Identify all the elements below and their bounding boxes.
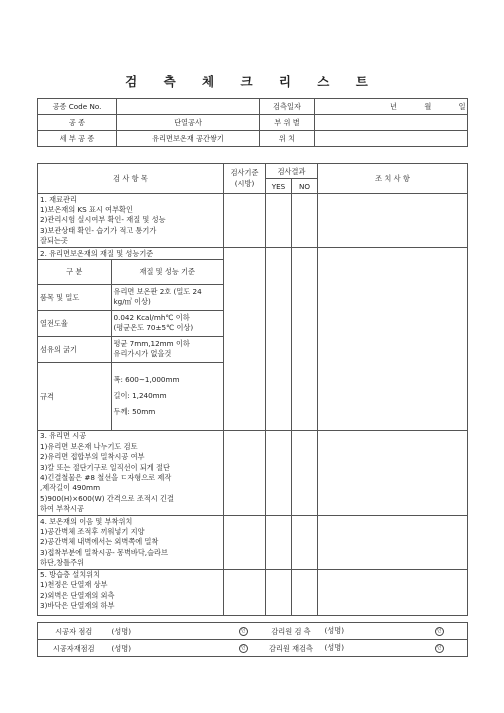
no-cell[interactable] (292, 516, 318, 570)
action-cell[interactable] (318, 248, 468, 431)
spec-value (111, 362, 223, 430)
standard-header-sub: (시방) (234, 178, 255, 188)
no-cell[interactable] (292, 248, 318, 431)
no-header: NO (292, 179, 318, 194)
section-4-text (38, 516, 224, 570)
section-3-text (38, 431, 224, 516)
signer-role: 시공자재점검 (38, 640, 110, 657)
detail-type-label: 세 부 공 종 (38, 131, 117, 147)
supervisor-role: 감리원 검 측 (260, 623, 323, 640)
header-table (37, 98, 468, 147)
header-row (38, 99, 468, 115)
spec-line: 폭: 600~1,000mm (113, 375, 180, 385)
standard-cell[interactable] (224, 248, 266, 431)
action-cell[interactable] (318, 431, 468, 516)
seal-icon: 인 (435, 644, 444, 653)
no-cell[interactable] (292, 194, 318, 248)
work-type-value[interactable]: 단열공사 (117, 115, 260, 131)
spec-row (38, 362, 223, 430)
section-row-2 (38, 248, 468, 431)
yes-cell[interactable] (266, 570, 292, 616)
location-value[interactable] (315, 131, 468, 147)
date-label: 검측일자 (260, 99, 315, 115)
signer-role: 시공자 점검 (38, 623, 110, 640)
section-line: 3. 유리면 시공 (40, 431, 87, 441)
column-header-row (38, 164, 468, 179)
section-5-text (38, 570, 224, 616)
standard-cell[interactable] (224, 431, 266, 516)
section-line: 3)접착부분에 밀착시공- 몽벽바닥,슬라브 (40, 547, 168, 557)
spec-line: 길이: 1,240mm (113, 391, 167, 401)
spec-row (38, 336, 223, 362)
no-cell[interactable] (292, 431, 318, 516)
section-line: ,제작길이 490mm (40, 483, 101, 493)
spec-line: 평균 7mm,12mm 이하 (113, 338, 190, 348)
section-line: 5)900(H)×600(W) 간격으로 조적시 긴결 (40, 493, 174, 503)
seal-icon: 인 (239, 627, 248, 636)
part-value[interactable] (315, 115, 468, 131)
year-label: 년 (390, 102, 397, 111)
action-cell[interactable] (318, 570, 468, 616)
spec-value (111, 336, 223, 362)
day-label: 일 (458, 102, 466, 111)
supervisor-role: 감리원 재검측 (260, 640, 323, 657)
section-line: 1)보온재의 KS 표시 여부확인 (40, 204, 133, 214)
signature-row (38, 640, 468, 657)
standard-cell[interactable] (224, 516, 266, 570)
supervisor-name: (성명) (324, 643, 344, 653)
section-line: 1)공간벽체 조적후 끼워넣기 지양 (40, 526, 145, 536)
section-row-1 (38, 194, 468, 248)
supervisor-sign-cell[interactable] (323, 640, 468, 657)
section-1-text (38, 194, 224, 248)
supervisor-sign-cell[interactable] (323, 623, 468, 640)
action-cell[interactable] (318, 516, 468, 570)
standard-cell[interactable] (224, 570, 266, 616)
section-line: 하단,창틀주위 (40, 558, 84, 568)
no-cell[interactable] (292, 570, 318, 616)
section-line: 잘되는곳 (40, 236, 68, 246)
yes-cell[interactable] (266, 248, 292, 431)
section-line: 2)유리면 접합부의 밀착시공 여부 (40, 452, 145, 462)
yes-cell[interactable] (266, 194, 292, 248)
signature-table (37, 622, 468, 657)
spec-label: 열전도율 (38, 310, 111, 336)
section-row-3 (38, 431, 468, 516)
action-cell[interactable] (318, 194, 468, 248)
page-title: 검 측 체 크 리 스 트 (125, 74, 379, 89)
spec-label: 섬유의 굵기 (38, 336, 111, 362)
section-2-heading: 2. 유리면보온재의 재질 및 성능기준 (38, 248, 223, 260)
seal-icon: 인 (435, 627, 444, 636)
spec-value (111, 284, 223, 310)
seal-cell (182, 623, 260, 640)
spec-row (38, 284, 223, 310)
code-label: 공종 Code No. (38, 99, 117, 115)
spec-std-header: 재질 및 성능 기준 (111, 260, 223, 284)
spec-line: kg/㎥ 이상) (113, 297, 151, 306)
section-line: 2)외벽은 단열재의 외측 (40, 590, 115, 600)
spec-label: 품목 및 밀도 (38, 284, 111, 310)
part-label: 부 위 별 (260, 115, 315, 131)
supervisor-name: (성명) (324, 626, 344, 636)
spec-label: 규격 (38, 362, 111, 430)
spec-line: 0.042 Kcal/mh℃ 이하 (113, 312, 190, 322)
standard-header (224, 164, 266, 194)
spec-value (111, 310, 223, 336)
spec-line: 유리가시가 없을것 (113, 349, 172, 358)
yes-cell[interactable] (266, 516, 292, 570)
section-2-block (38, 248, 224, 431)
spec-line: 두께: 50mm (113, 407, 156, 417)
code-value[interactable] (117, 99, 260, 115)
section-line: 하여 부착시공 (40, 504, 84, 514)
work-type-label: 공 종 (38, 115, 117, 131)
spec-line: 유리면 보온판 2호 (밀도 24 (113, 286, 202, 296)
detail-type-value[interactable]: 유리면보온재 공간쌓기 (117, 131, 260, 147)
section-line: 3)칼 또는 절단기구로 일직선이 되게 절단 (40, 462, 170, 472)
section-row-4 (38, 516, 468, 570)
signer-name[interactable]: (성명) (110, 640, 182, 657)
yes-header: YES (266, 179, 292, 194)
section-line: 1)유리면 보온재 나누기도 검토 (40, 441, 138, 451)
spec-line: (평균온도 70±5℃ 이상) (113, 323, 194, 332)
spec-subtable (38, 260, 223, 430)
header-row (38, 115, 468, 131)
standard-header-text: 검사기준 (230, 168, 259, 178)
seal-cell (182, 640, 260, 657)
seal-icon: 인 (239, 644, 248, 653)
signature-row (38, 623, 468, 640)
action-header: 조 치 사 항 (318, 164, 468, 194)
spec-header-row (38, 260, 223, 284)
inspection-table (37, 163, 468, 616)
section-line: 3)바닥은 단열재의 하부 (40, 601, 115, 611)
item-header: 검 사 항 목 (38, 164, 224, 194)
section-line: 4)긴결철물은 #8 철선을 ㄷ자형으로 제작 (40, 473, 172, 482)
section-line: 1)천정은 단열재 상부 (40, 580, 108, 590)
section-line: 3)보관상태 확인- 습기가 적고 통기가 (40, 225, 157, 235)
section-line: 4. 보온재의 이음 및 부착위치 (40, 516, 133, 526)
section-line: 2)공간벽체 내벽에서는 외벽쪽에 밀착 (40, 537, 159, 547)
month-label: 월 (424, 102, 432, 111)
section-row-5 (38, 570, 468, 616)
date-value[interactable] (315, 99, 468, 115)
yes-cell[interactable] (266, 431, 292, 516)
section-line: 5. 방습층 설치위치 (40, 570, 101, 579)
section-line: 1. 재료관리 (40, 194, 77, 204)
location-label: 위 치 (260, 131, 315, 147)
header-row (38, 131, 468, 147)
signer-name[interactable]: (성명) (110, 623, 182, 640)
result-header: 검사결과 (266, 164, 318, 179)
standard-cell[interactable] (224, 194, 266, 248)
spec-row (38, 310, 223, 336)
spec-kind-header: 구 분 (38, 260, 111, 284)
section-line: 2)관리시험 실시여부 확인- 재질 및 성능 (40, 215, 166, 225)
